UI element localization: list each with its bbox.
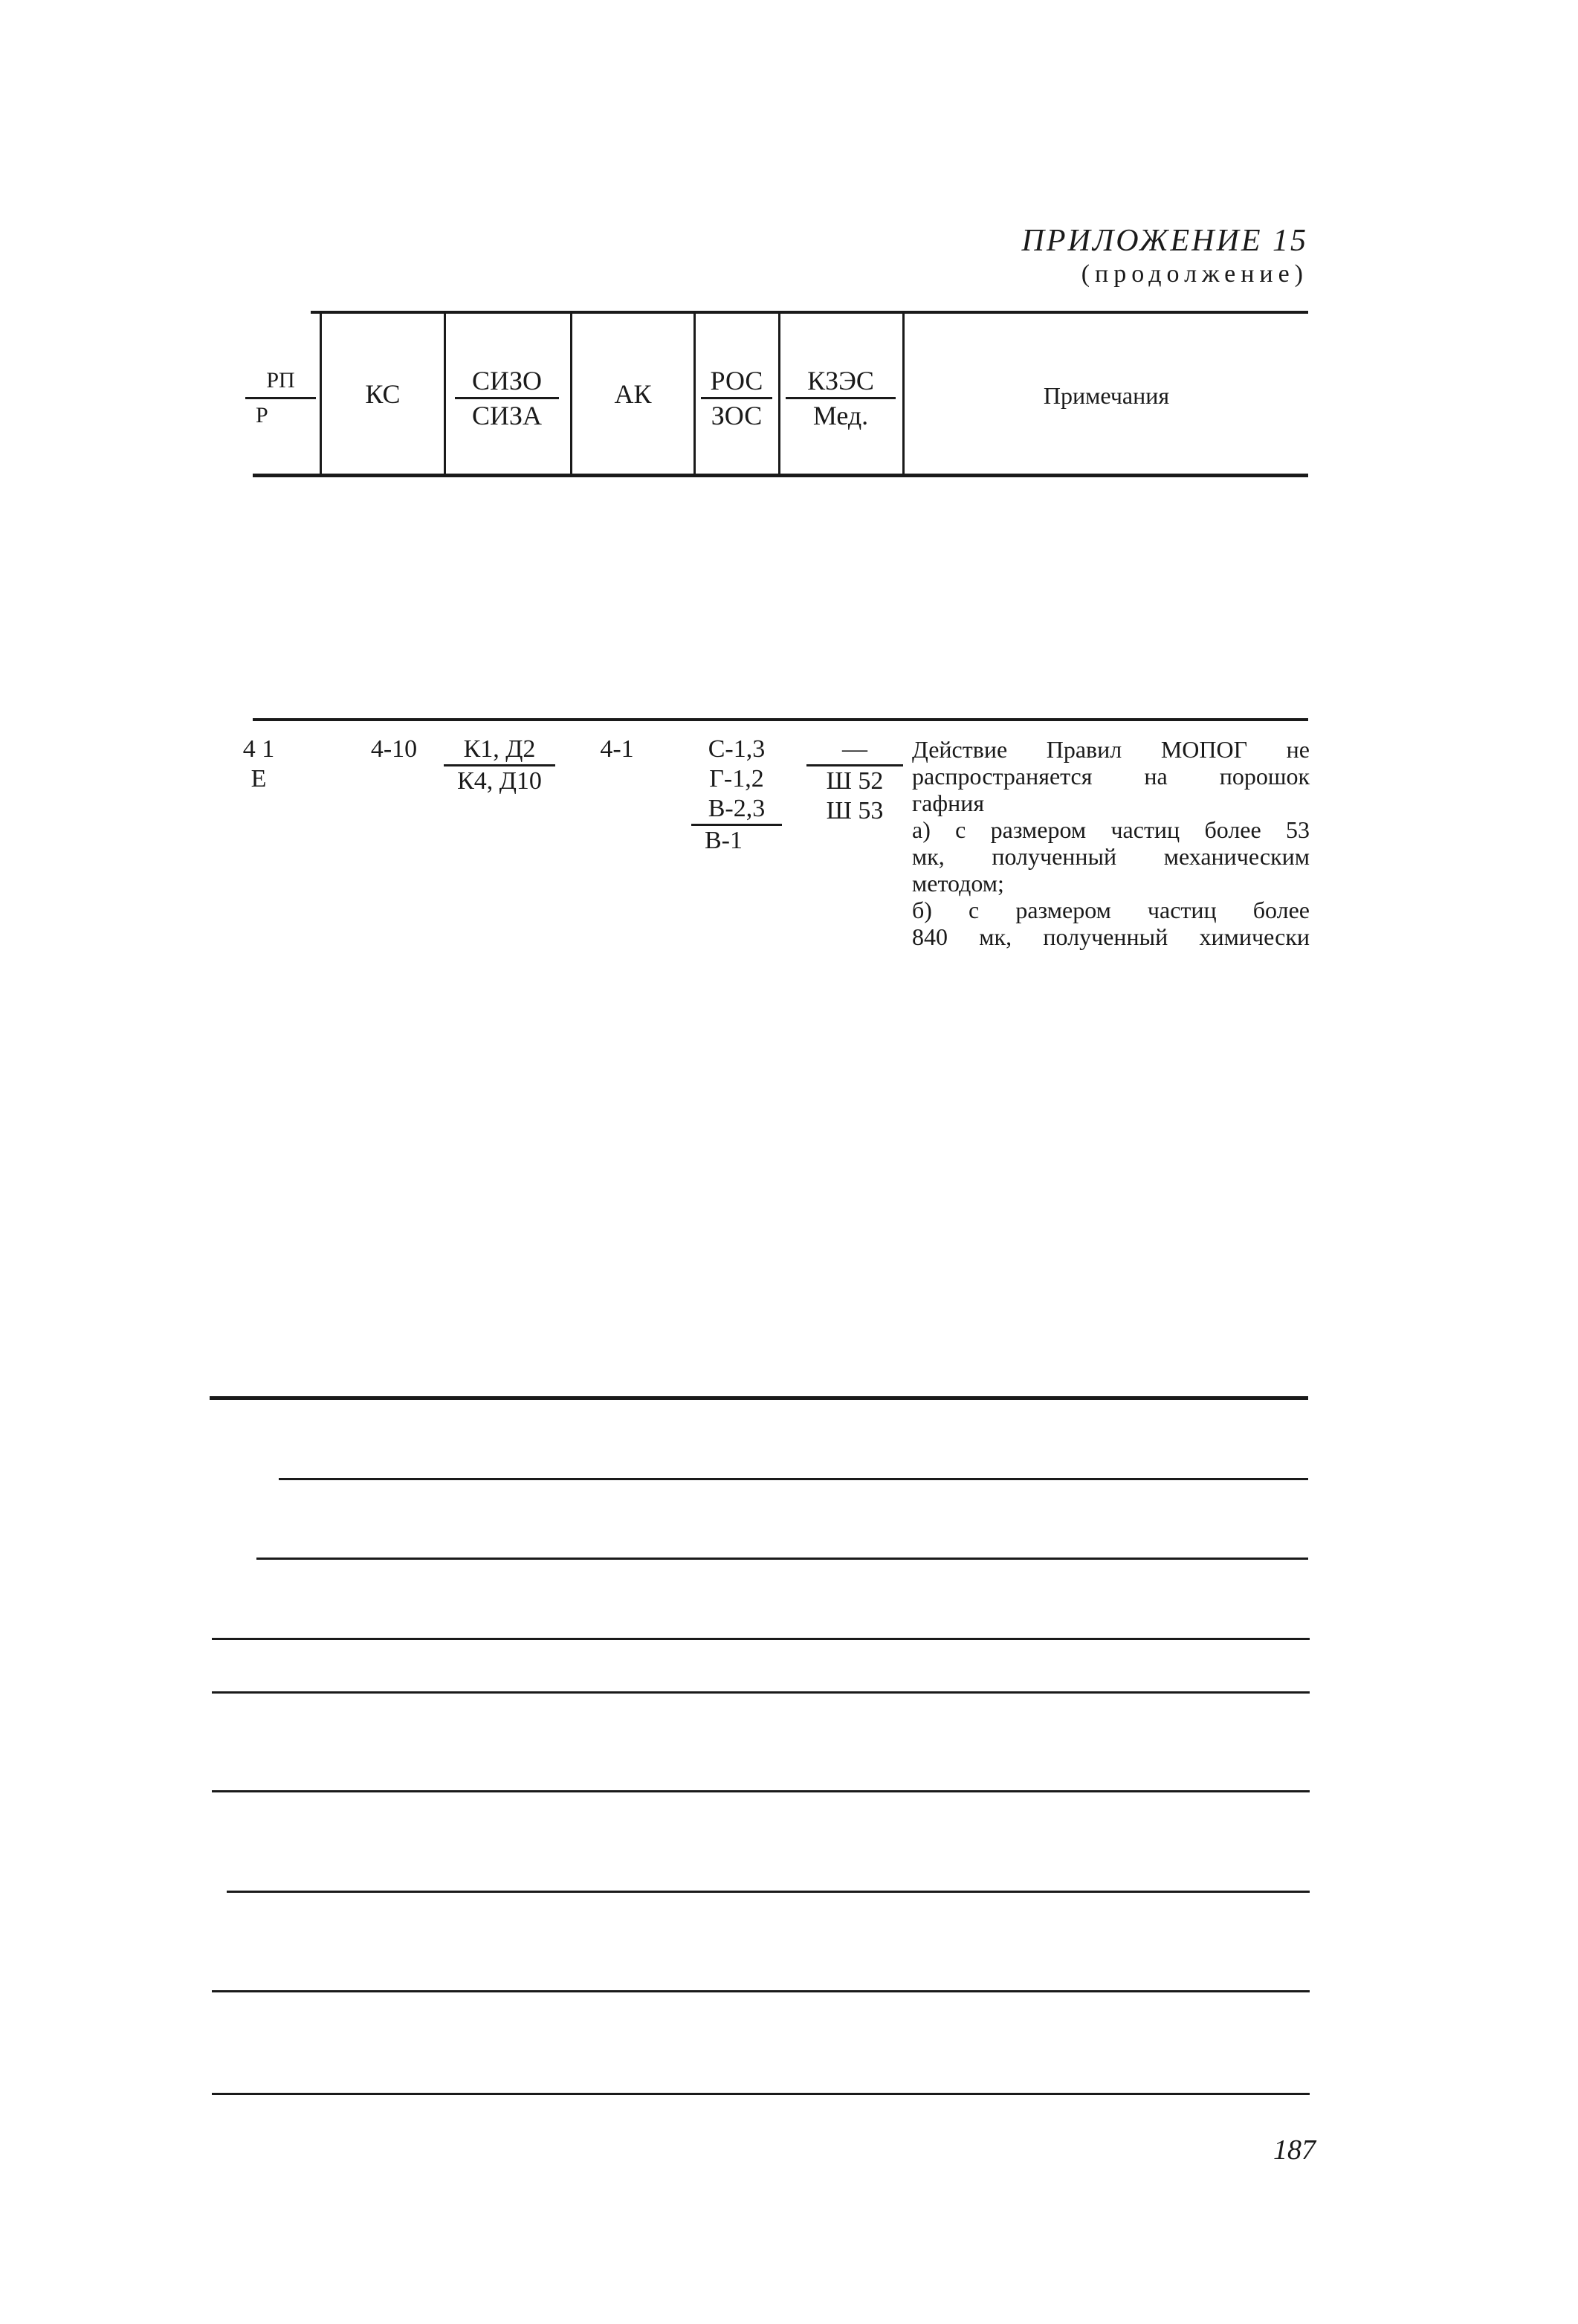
row-ks: 4-10 — [370, 735, 418, 763]
appendix-subtitle: (продолжение) — [1081, 260, 1308, 288]
row-ros-line: Г-1,2 — [709, 765, 764, 793]
header-ros-zos — [701, 364, 772, 432]
notes-line: методом; — [912, 870, 1004, 897]
row-zos: В-1 — [691, 824, 782, 856]
row-ak: 4-1 — [600, 735, 634, 763]
ruled-line — [210, 1396, 1308, 1400]
header-kzes-med — [786, 364, 896, 432]
row-med-line: Ш 53 — [826, 797, 884, 824]
row-ros-zos — [691, 735, 782, 856]
table-top-rule — [311, 311, 1308, 314]
row-kzes-med — [806, 735, 903, 826]
row-siza: К4, Д10 — [444, 764, 555, 796]
ruled-line — [256, 1558, 1308, 1560]
ruled-line — [227, 1891, 1310, 1893]
notes-line: 840 мк, полученный химически — [912, 923, 1310, 950]
notes-line: мк, полученный механическим — [912, 843, 1310, 870]
row-top-rule — [253, 718, 1308, 721]
row-sizo-siza — [444, 735, 555, 796]
header-sizo: СИЗО — [471, 366, 543, 396]
table-header-bottom-rule — [253, 474, 1308, 477]
row-r-value: Е — [250, 765, 267, 793]
header-r-bottom: Р — [245, 397, 316, 432]
row-ros-line: В-2,3 — [708, 795, 766, 822]
page-number: 187 — [1273, 2134, 1316, 2166]
header-rp-top: РП — [266, 368, 295, 393]
row-kzes: — — [842, 735, 867, 763]
header-sizo-siza — [455, 364, 559, 432]
appendix-title: ПРИЛОЖЕНИЕ 15 — [1021, 224, 1308, 258]
header-rp — [245, 364, 316, 432]
row-notes — [912, 736, 1310, 950]
header-siza: СИЗА — [455, 397, 559, 432]
header-notes: Примечания — [1043, 382, 1170, 409]
notes-line: распространяется на порошок — [912, 763, 1310, 790]
notes-line: Действие Правил МОПОГ не — [912, 736, 1310, 763]
header-ks: КС — [365, 379, 401, 409]
row-sizo: К1, Д2 — [463, 735, 536, 763]
row-rp — [236, 735, 281, 794]
header-zos: ЗОС — [701, 397, 772, 432]
ruled-line — [212, 1638, 1310, 1640]
notes-line: гафния — [912, 790, 985, 816]
ruled-line — [279, 1478, 1308, 1480]
row-med-line: Ш 52 — [806, 764, 903, 796]
ruled-line — [212, 1990, 1310, 1992]
col-divider — [778, 312, 780, 475]
ruled-line — [212, 1790, 1310, 1792]
row-rp-value: 4 1 — [242, 735, 275, 763]
ruled-line — [212, 1691, 1310, 1694]
header-med: Мед. — [786, 397, 896, 432]
header-ros: РОС — [710, 366, 763, 396]
header-ak: АК — [614, 379, 652, 409]
notes-line: а) с размером частиц более 53 — [912, 816, 1310, 843]
col-divider — [693, 312, 696, 475]
header-kzes: КЗЭС — [807, 366, 874, 396]
notes-line: б) с размером частиц более — [912, 897, 1310, 923]
ruled-line — [212, 2093, 1310, 2095]
row-ros-line: С-1,3 — [708, 735, 766, 763]
col-divider — [444, 312, 446, 475]
